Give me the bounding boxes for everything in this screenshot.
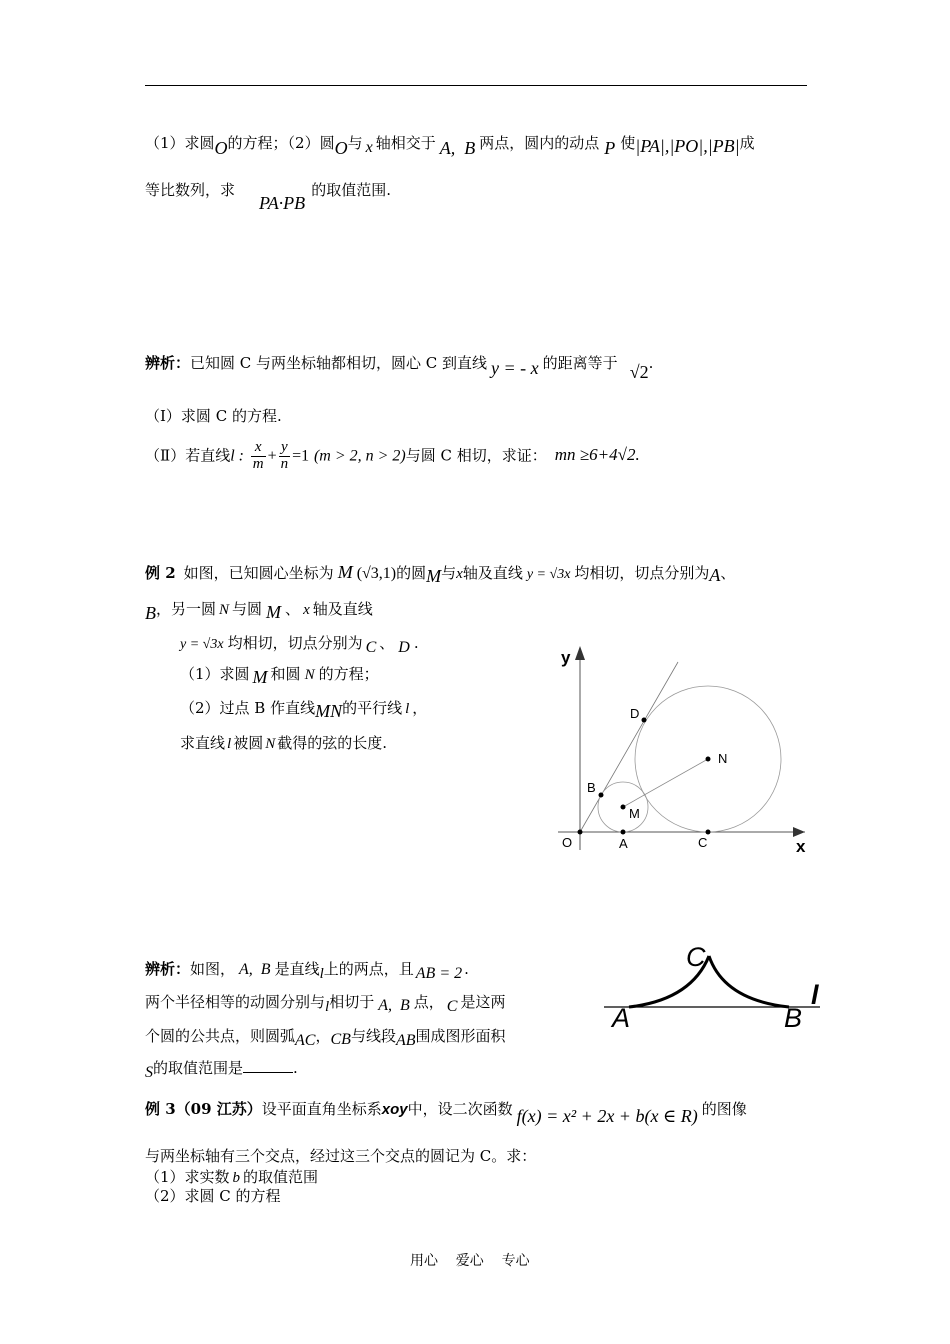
label-y: y bbox=[561, 648, 571, 667]
q1-line1: （1）求圆O的方程；（2）圆O与 x 轴相交于 A, B 两点，圆内的动点 P 使|PA|,|PO|,|PB|成 bbox=[145, 134, 755, 158]
arc-figure bbox=[596, 942, 836, 1037]
header-rule bbox=[145, 85, 807, 86]
analysis2-line4: S的取值范围是 . bbox=[145, 1059, 298, 1081]
part1-line: （Ⅰ）求圆 C 的方程. bbox=[145, 407, 282, 425]
example2-line1: 例 2 如图，已知圆心坐标为 M (√3,1)的圆M与x轴及直线 y = √3x 均相切，切点分别为A、 bbox=[145, 562, 736, 586]
fraction-x-over-m: $\frac{x}{m}$ bbox=[252, 439, 264, 472]
y-axis bbox=[575, 646, 585, 850]
point-c bbox=[706, 830, 711, 835]
example2-line2: B，另一圆 N 与圆 M 、 x 轴及直线 bbox=[145, 600, 373, 623]
label-l: l bbox=[811, 980, 819, 1010]
page-footer: 用心 爱心 专心 bbox=[410, 1253, 530, 1269]
point-d bbox=[642, 718, 647, 723]
q1-line2: 等比数列，求PA·PB的取值范围. bbox=[145, 181, 391, 213]
example2-sub1: （1）求圆 M 和圆 N 的方程； bbox=[180, 665, 379, 687]
label-b: B bbox=[784, 1003, 803, 1033]
fraction-y-over-n: $\frac{y}{n}$ bbox=[280, 439, 289, 472]
analysis2-line1: 辨析：如图， A, B 是直线l上的两点，且 AB = 2 . bbox=[145, 960, 469, 982]
x-axis bbox=[558, 827, 805, 837]
label-b: B bbox=[587, 780, 596, 795]
label-a: A bbox=[619, 836, 628, 851]
label-x: x bbox=[796, 837, 806, 856]
point-n bbox=[706, 757, 711, 762]
example3-line2: 与两坐标轴有三个交点，经过这三个交点的圆记为 C。求： bbox=[145, 1147, 537, 1165]
example2-sub3: 求直线 l 被圆 N 截得的弦的长度. bbox=[180, 734, 387, 752]
label-c: C bbox=[686, 942, 706, 972]
point-m bbox=[621, 805, 626, 810]
analysis2-line3: 个圆的公共点，则圆弧AC，CB与线段AB围成图形面积 bbox=[145, 1027, 506, 1049]
tangent-circles-figure bbox=[550, 642, 810, 857]
label-m: M bbox=[629, 806, 640, 821]
example3-sub1: （1）求实数 b 的取值范围 bbox=[145, 1168, 319, 1186]
example3-sub2: （2）求圆 C 的方程 bbox=[145, 1187, 281, 1205]
point-o bbox=[578, 830, 583, 835]
label-d: D bbox=[630, 706, 640, 721]
label-o: O bbox=[562, 835, 573, 850]
part2-line: （Ⅱ）若直线l : $\frac{x}{m}$ + $\frac{y}{n}$ =1 (m > 2, n > 2)与圆 C 相切，求证： mn ≥6+4√2. bbox=[145, 439, 640, 472]
example3-line1: 例 3（09 江苏）设平面直角坐标系xoy中，设二次函数 f(x) = x² + 2x + b(x ∈ R) 的图像 bbox=[145, 1100, 747, 1126]
arc-cb bbox=[709, 956, 789, 1007]
example2-line3: y = √3x 均相切，切点分别为 C 、 D . bbox=[180, 634, 419, 656]
analysis2-line2: 两个半径相等的动圆分别与l相切于 A, B 点， C 是这两 bbox=[145, 993, 506, 1015]
label-a: A bbox=[612, 1003, 631, 1033]
point-a bbox=[621, 830, 626, 835]
example2-sub2: （2）过点 B 作直线MN的平行线 l ， bbox=[180, 699, 428, 721]
analysis1-line: 辨析：已知圆 C 与两坐标轴都相切，圆心 C 到直线 y = - x 的距离等于 √2. bbox=[145, 354, 654, 382]
label-c: C bbox=[698, 835, 708, 850]
answer-blank bbox=[243, 1060, 293, 1073]
label-n: N bbox=[718, 751, 728, 766]
point-b bbox=[599, 793, 604, 798]
